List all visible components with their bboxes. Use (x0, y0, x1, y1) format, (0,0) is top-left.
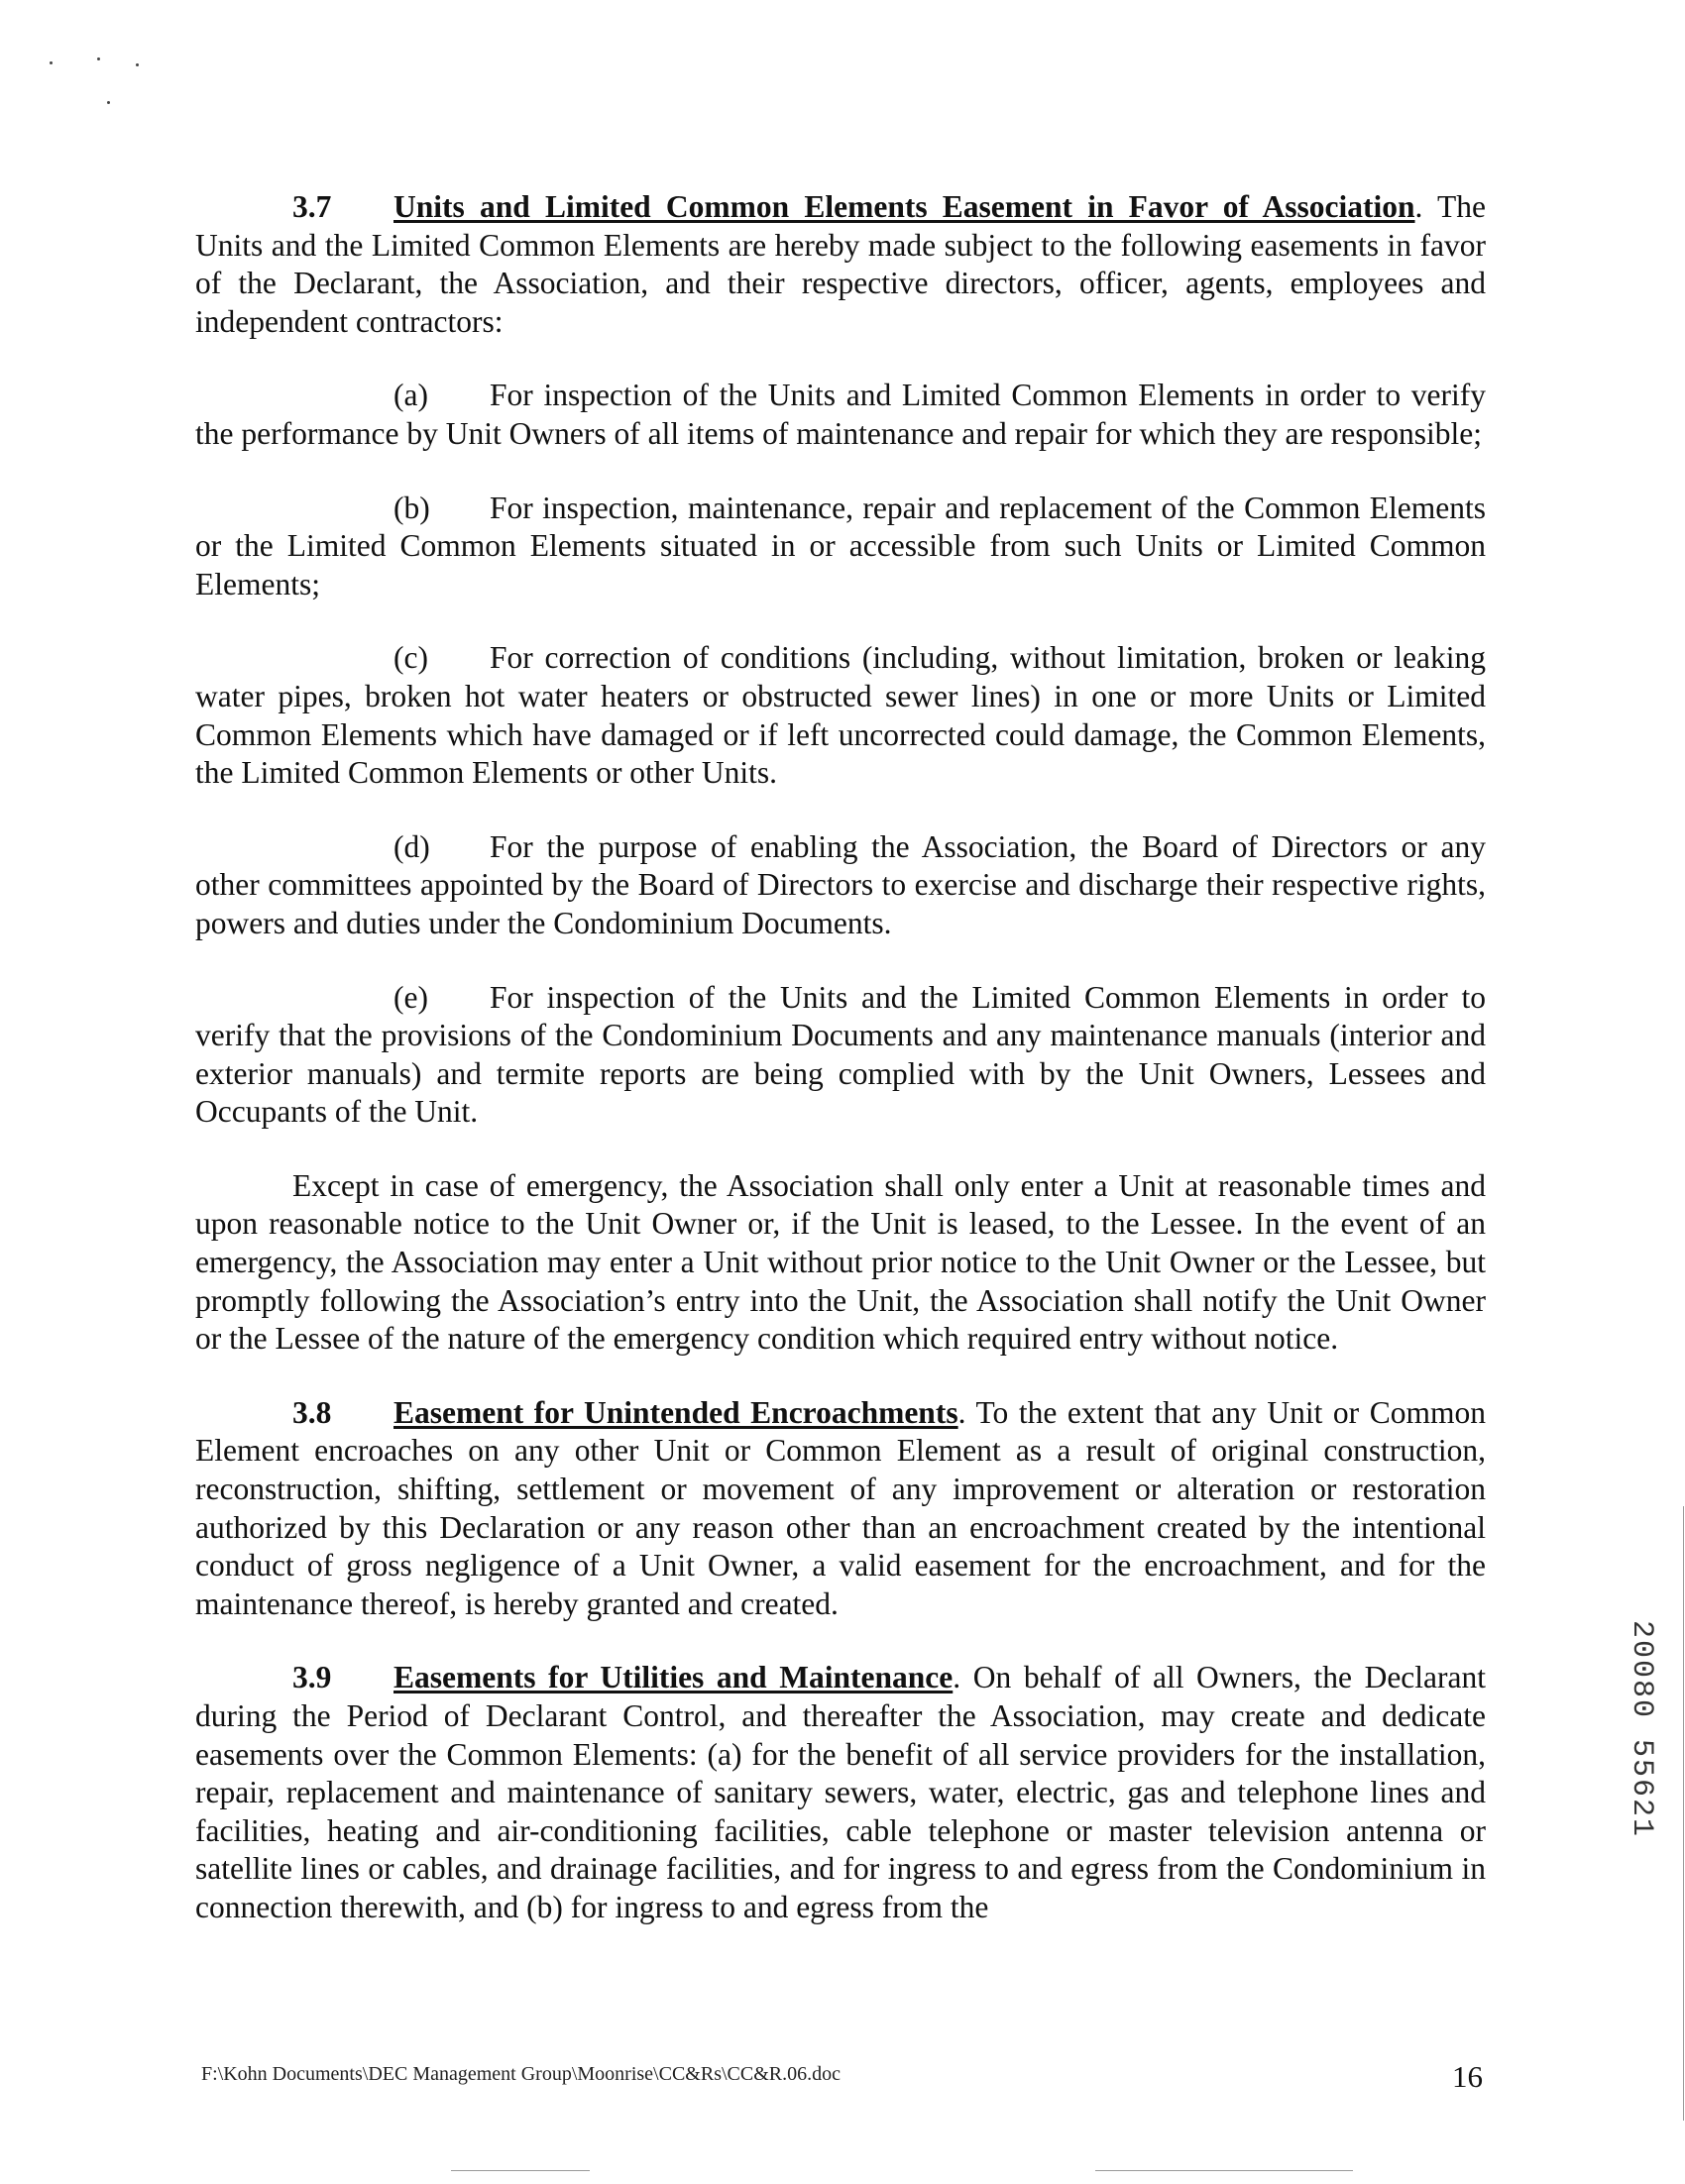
item-text: For inspection, maintenance, repair and replacement of the Common Elements or the Limited Common Elements situated in or accessible from such Units or Limited Common Elements; (195, 490, 1486, 601)
section-3-7-item-e (195, 979, 1486, 1132)
scan-speck (107, 101, 110, 104)
page-number: 16 (1452, 2059, 1483, 2094)
section-heading: Easement for Unintended Encroachments (393, 1394, 958, 1430)
section-number: 3.7 (292, 189, 332, 224)
section-3-7-intro (195, 188, 1486, 341)
section-3-9 (195, 1659, 1486, 1926)
item-label: (c) (393, 640, 428, 676)
section-text: . The Units and the Limited Common Elements are hereby made subject to the following easements in favor of the Declarant, the Association, and their respective directors, officer, agents, employees and independent contractors: (195, 189, 1486, 339)
section-text: . To the extent that any Unit or Common Element encroaches on any other Unit or Common Element as a result of original construction, reconstruction, shifting, settlement or movement of any improvement or alteration or restoration authorized by this Declaration or any reason other than an encroachment created by the intentional conduct of gross negligence of a Unit Owner, a valid easement for the encroachment, and for the maintenance thereof, is hereby granted and created. (195, 1394, 1486, 1621)
item-label: (b) (393, 490, 430, 525)
section-heading: Easements for Utilities and Maintenance (393, 1660, 954, 1695)
section-text: . On behalf of all Owners, the Declarant during the Period of Declarant Control, and thereafter the Association, may create and dedicate easements over the Common Elements: (a) for the benefit of all service providers for the installation, repair, replacement and maintenance of sanitary sewers, water, electric, gas and telephone lines and facilities, heating and air-conditioning facilities, cable telephone or master television antenna or satellite lines or cables, and drainage facilities, and for ingress to and egress from the Condominium in connection therewith, and (b) for ingress to and egress from the (195, 1660, 1486, 1924)
item-text: For correction of conditions (including, without limitation, broken or leaking water pipes, broken hot water heaters or obstructed sewer lines) in one or more Units or Limited Common Elements which have damaged or if left uncorrected could damage, the Common Elements, the Limited Common Elements or other Units. (195, 640, 1486, 791)
scan-edge-line (1683, 1506, 1684, 2121)
scan-speck (136, 63, 139, 66)
scan-edge-line (1095, 2170, 1353, 2171)
section-3-8 (195, 1394, 1486, 1624)
footer-file-path: F:\Kohn Documents\DEC Management Group\Moonrise\CC&Rs\CC&R.06.doc (201, 2063, 841, 2085)
scan-speck (97, 57, 100, 60)
item-text: For inspection of the Units and the Limited Common Elements in order to verify that the provisions of the Condominium Documents and any maintenance manuals (interior and exterior manuals) and termite reports are being complied with by the Unit Owners, Lessees and Occupants of the Unit. (195, 979, 1486, 1130)
document-body (195, 188, 1486, 1963)
section-3-7-closing: Except in case of emergency, the Association shall only enter a Unit at reasonable times and upon reasonable notice to the Unit Owner or, if the Unit is leased, to the Lessee. In the event of an emergency, the Association may enter a Unit without prior notice to the Unit Owner or the Lessee, but promptly following the Association’s entry into the Unit, the Association shall notify the Unit Owner or the Lessee of the nature of the emergency condition which required entry without notice. (195, 1167, 1486, 1357)
section-3-7-item-c (195, 639, 1486, 792)
item-label: (e) (393, 979, 428, 1015)
recording-stamp-text: 20080 55621 (1625, 1619, 1659, 1839)
section-3-7-item-b (195, 490, 1486, 604)
section-3-7-item-d (195, 828, 1486, 943)
recording-stamp (1622, 1600, 1661, 1858)
section-heading: Units and Limited Common Elements Easement in Favor of Association (393, 189, 1415, 224)
scan-speck (50, 61, 53, 64)
item-text: For the purpose of enabling the Association, the Board of Directors or any other committees appointed by the Board of Directors to exercise and discharge their respective rights, powers and duties under the Condominium Documents. (195, 828, 1486, 940)
item-label: (d) (393, 828, 430, 864)
section-number: 3.9 (292, 1660, 332, 1695)
item-text: For inspection of the Units and Limited Common Elements in order to verify the performance by Unit Owners of all items of maintenance and repair for which they are responsible; (195, 378, 1486, 451)
item-label: (a) (393, 378, 428, 413)
section-3-7-item-a (195, 377, 1486, 453)
section-number: 3.8 (292, 1394, 332, 1430)
scan-edge-line (451, 2170, 590, 2171)
